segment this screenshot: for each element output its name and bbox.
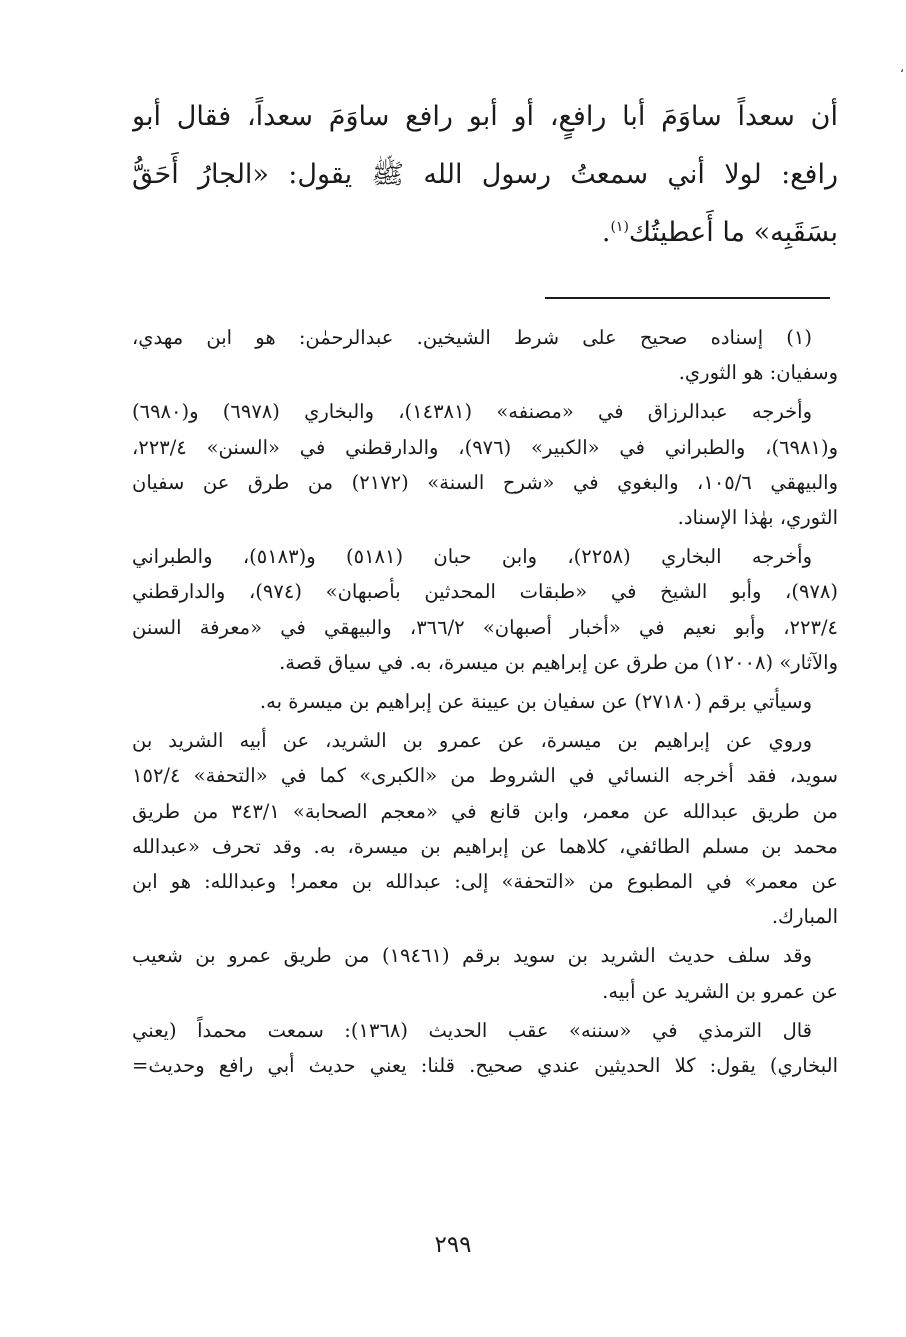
footnote-line: عن معمر» في المطبوع من «التحفة» إلى: عبدالله بن معمر! وعبدالله: هو ابن: [132, 870, 838, 894]
footnote-line: وسيأتي برقم (٢٧١٨٠) عن سفيان بن عيينة عن إبراهيم بن ميسرة به.: [259, 690, 812, 714]
footnote-reference: (١): [610, 219, 629, 235]
main-text-line: رافع: لولا أني سمعتُ رسول الله ﷺ يقول: «الجارُ أَحَقُّ: [132, 159, 838, 190]
footnote-line: البخاري) يقول: كلا الحديثين عندي صحيح. قلنا: يعني حديث أبي رافع وحديث=: [132, 1054, 838, 1078]
corner-mark: ،: [900, 61, 904, 75]
footnote-paragraph: [132, 394, 838, 535]
footnote-line: وأخرجه البخاري (٢٢٥٨)، وابن حبان (٥١٨١) و(٥١٨٣)، والطبراني: [132, 545, 812, 569]
footnote-line: المبارك.: [771, 905, 838, 929]
footnote-line: (٩٧٨)، وأبو الشيخ في «طبقات المحدثين بأصبهان» (٩٧٤)، والدارقطني: [132, 580, 838, 604]
footnote-line: وقد سلف حديث الشريد بن سويد برقم (١٩٤٦١) من طريق عمرو بن شعيب: [132, 944, 812, 968]
footnote-line: (١) إسناده صحيح على شرط الشيخين. عبدالرحمٰن: هو ابن مهدي،: [132, 326, 812, 349]
footnotes-section: [132, 320, 838, 1087]
footnote-paragraph: [132, 938, 838, 1008]
footnote-line: وأخرجه عبدالرزاق في «مصنفه» (١٤٣٨١)، والبخاري (٦٩٧٨) و(٦٩٨٠): [132, 400, 812, 424]
footnote-paragraph: [132, 1013, 838, 1083]
footnote-paragraph: [132, 539, 838, 680]
footnote-separator-rule: [545, 297, 830, 299]
main-text-line: أن سعداً ساوَمَ أبا رافعٍ، أو أبو رافع ساوَمَ سعداً، فقال أبو: [132, 101, 838, 132]
footnote-line: سويد، فقد أخرجه النسائي في الشروط من «الكبرى» كما في «التحفة» ١٥٢/٤: [132, 764, 838, 788]
main-text-end-mark: .: [601, 217, 611, 248]
footnote-line: الثوري، بهٰذا الإسناد.: [677, 506, 838, 530]
footnote-line: من طريق عبدالله عن معمر، وابن قانع في «معجم الصحابة» ٣٤٣/١ من طريق: [132, 799, 838, 823]
page-number: ٢٩٩: [434, 1232, 472, 1258]
footnote-line: و(٦٩٨١)، والطبراني في «الكبير» (٩٧٦)، والدارقطني في «السنن» ٢٢٣/٤،: [132, 435, 838, 459]
footnote-line: والآثار» (١٢٠٠٨) من طرق عن إبراهيم بن ميسرة، به. في سياق قصة.: [279, 650, 838, 674]
footnote-line: وروي عن إبراهيم بن ميسرة، عن عمرو بن الشريد، عن أبيه الشريد بن: [132, 729, 812, 753]
footnote-line: والبيهقي ١٠٥/٦، والبغوي في «شرح السنة» (٢١٧٢) من طرق عن سفيان: [132, 470, 838, 494]
footnote-paragraph: [132, 684, 838, 719]
main-text-line: بسَقَبِه» ما أَعطيتُك: [628, 217, 838, 248]
footnote-paragraph: [132, 723, 838, 934]
footnote-line: ٢٢٣/٤، وأبو نعيم في «أخبار أصبهان» ٣٦٦/٢، والبيهقي في «معرفة السنن: [132, 615, 838, 639]
footnote-line: قال الترمذي في «سننه» عقب الحديث (١٣٦٨): سمعت محمداً (يعني: [132, 1018, 813, 1042]
footnote-line: وسفيان: هو الثوري.: [678, 361, 838, 385]
footnote-line: عن عمرو بن الشريد عن أبيه.: [602, 979, 838, 1003]
footnote-line: محمد بن مسلم الطائفي، كلاهما عن إبراهيم بن ميسرة، به. وقد تحرف «عبدالله: [132, 834, 838, 858]
main-text: [132, 88, 838, 262]
main-text-line-last: [132, 204, 838, 262]
footnote-paragraph: [132, 320, 838, 390]
